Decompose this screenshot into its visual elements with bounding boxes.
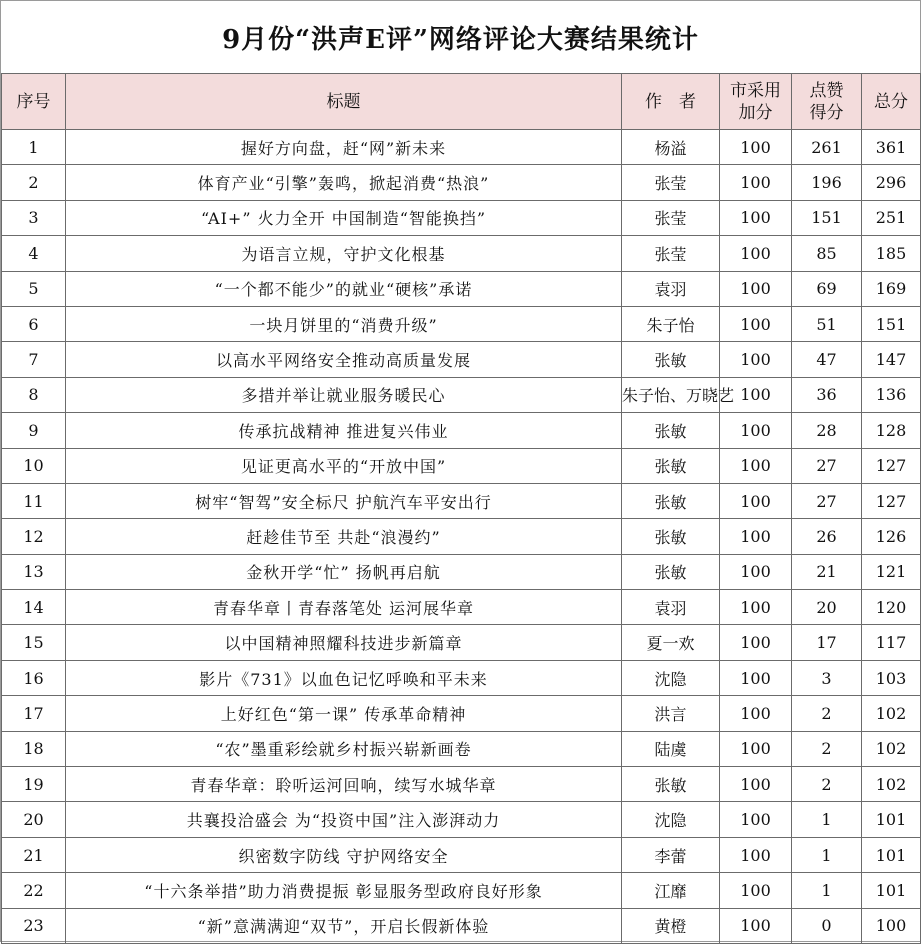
cell-index: 16	[2, 660, 66, 695]
cell-index: 6	[2, 306, 66, 341]
cell-total: 120	[862, 590, 921, 625]
cell-index: 22	[2, 873, 66, 908]
cell-index: 9	[2, 413, 66, 448]
cell-author: 张莹	[622, 236, 720, 271]
cell-city-bonus: 100	[720, 236, 792, 271]
header-index: 序号	[2, 74, 66, 130]
cell-city-bonus: 100	[720, 837, 792, 872]
cell-city-bonus: 100	[720, 165, 792, 200]
cell-author: 张敏	[622, 554, 720, 589]
cell-city-bonus: 100	[720, 802, 792, 837]
cell-title: 共襄投洽盛会 为“投资中国”注入澎湃动力	[66, 802, 622, 837]
table-row	[2, 873, 921, 908]
cell-city-bonus: 100	[720, 873, 792, 908]
cell-total: 101	[862, 802, 921, 837]
cell-likes-score: 51	[792, 306, 862, 341]
cell-total: 126	[862, 519, 921, 554]
cell-likes-score: 69	[792, 271, 862, 306]
cell-total: 128	[862, 413, 921, 448]
cell-city-bonus: 100	[720, 448, 792, 483]
cell-author: 张莹	[622, 165, 720, 200]
table-row	[2, 625, 921, 660]
cell-total: 151	[862, 306, 921, 341]
table-row	[2, 200, 921, 235]
cell-total: 147	[862, 342, 921, 377]
cell-index: 3	[2, 200, 66, 235]
cell-title: 以高水平网络安全推动高质量发展	[66, 342, 622, 377]
cell-city-bonus: 100	[720, 519, 792, 554]
cell-title: 传承抗战精神 推进复兴伟业	[66, 413, 622, 448]
cell-total: 121	[862, 554, 921, 589]
cell-author: 沈隐	[622, 802, 720, 837]
cell-author: 张敏	[622, 413, 720, 448]
cell-likes-score: 0	[792, 908, 862, 943]
table-row	[2, 696, 921, 731]
cell-likes-score: 36	[792, 377, 862, 412]
table-row	[2, 130, 921, 165]
cell-author: 张敏	[622, 342, 720, 377]
cell-title: 为语言立规，守护文化根基	[66, 236, 622, 271]
header-city-bonus-label: 市采用加分	[730, 80, 781, 123]
cell-total: 185	[862, 236, 921, 271]
cell-author: 张敏	[622, 483, 720, 518]
cell-author: 李蕾	[622, 837, 720, 872]
cell-total: 117	[862, 625, 921, 660]
cell-total: 136	[862, 377, 921, 412]
cell-total: 169	[862, 271, 921, 306]
cell-author: 袁羽	[622, 590, 720, 625]
cell-likes-score: 261	[792, 130, 862, 165]
cell-author: 张敏	[622, 519, 720, 554]
table-row	[2, 448, 921, 483]
table-row	[2, 519, 921, 554]
cell-title: 金秋开学“忙” 扬帆再启航	[66, 554, 622, 589]
cell-city-bonus: 100	[720, 767, 792, 802]
cell-author: 朱子怡、万晓艺	[622, 377, 720, 412]
table-row	[2, 342, 921, 377]
table-row	[2, 590, 921, 625]
cell-total: 101	[862, 837, 921, 872]
cell-total: 127	[862, 448, 921, 483]
cell-city-bonus: 100	[720, 306, 792, 341]
cell-city-bonus: 100	[720, 130, 792, 165]
cell-city-bonus: 100	[720, 554, 792, 589]
cell-title: “一个都不能少”的就业“硬核”承诺	[66, 271, 622, 306]
cell-author: 张敏	[622, 767, 720, 802]
cell-total: 251	[862, 200, 921, 235]
cell-likes-score: 2	[792, 731, 862, 766]
cell-total: 101	[862, 873, 921, 908]
cell-city-bonus: 100	[720, 590, 792, 625]
header-total: 总分	[862, 74, 921, 130]
cell-index: 2	[2, 165, 66, 200]
header-city-bonus	[720, 74, 792, 130]
cell-likes-score: 26	[792, 519, 862, 554]
page-title: 9月份“洪声E评”网络评论大赛结果统计	[1, 1, 920, 74]
cell-likes-score: 1	[792, 873, 862, 908]
cell-title: 树牢“智驾”安全标尺 护航汽车平安出行	[66, 483, 622, 518]
cell-title: “农”墨重彩绘就乡村振兴崭新画卷	[66, 731, 622, 766]
cell-author: 洪言	[622, 696, 720, 731]
cell-likes-score: 196	[792, 165, 862, 200]
cell-index: 21	[2, 837, 66, 872]
cell-index: 10	[2, 448, 66, 483]
cell-index: 8	[2, 377, 66, 412]
cell-title: 赶趁佳节至 共赴“浪漫约”	[66, 519, 622, 554]
header-title: 标题	[66, 74, 622, 130]
cell-likes-score: 3	[792, 660, 862, 695]
cell-likes-score: 27	[792, 483, 862, 518]
cell-index: 20	[2, 802, 66, 837]
cell-title: 以中国精神照耀科技进步新篇章	[66, 625, 622, 660]
header-row	[2, 74, 921, 130]
cell-total: 102	[862, 696, 921, 731]
cell-city-bonus: 100	[720, 377, 792, 412]
cell-likes-score: 47	[792, 342, 862, 377]
table-row	[2, 165, 921, 200]
cell-likes-score: 2	[792, 767, 862, 802]
cell-title: 体育产业“引擎”轰鸣，掀起消费“热浪”	[66, 165, 622, 200]
table-row	[2, 660, 921, 695]
cell-likes-score: 2	[792, 696, 862, 731]
cell-title: 影片《731》以血色记忆呼唤和平未来	[66, 660, 622, 695]
table-row	[2, 908, 921, 943]
cell-author: 沈隐	[622, 660, 720, 695]
cell-title: 一块月饼里的“消费升级”	[66, 306, 622, 341]
header-author: 作 者	[622, 74, 720, 130]
cell-title: 握好方向盘，赶“网”新未来	[66, 130, 622, 165]
cell-index: 18	[2, 731, 66, 766]
table-row	[2, 837, 921, 872]
cell-title: 上好红色“第一课” 传承革命精神	[66, 696, 622, 731]
cell-likes-score: 151	[792, 200, 862, 235]
cell-total: 102	[862, 731, 921, 766]
cell-index: 23	[2, 908, 66, 943]
cell-likes-score: 1	[792, 802, 862, 837]
table-body	[2, 130, 921, 944]
cell-total: 103	[862, 660, 921, 695]
cell-city-bonus: 100	[720, 271, 792, 306]
cell-index: 4	[2, 236, 66, 271]
cell-city-bonus: 100	[720, 413, 792, 448]
cell-index: 13	[2, 554, 66, 589]
cell-author: 夏一欢	[622, 625, 720, 660]
results-table	[1, 73, 921, 944]
cell-total: 102	[862, 767, 921, 802]
cell-index: 5	[2, 271, 66, 306]
cell-city-bonus: 100	[720, 625, 792, 660]
cell-index: 17	[2, 696, 66, 731]
cell-city-bonus: 100	[720, 200, 792, 235]
cell-title: “AI+” 火力全开 中国制造“智能换挡”	[66, 200, 622, 235]
cell-author: 江靡	[622, 873, 720, 908]
cell-city-bonus: 100	[720, 483, 792, 518]
cell-index: 15	[2, 625, 66, 660]
table-row	[2, 413, 921, 448]
cell-city-bonus: 100	[720, 660, 792, 695]
cell-total: 361	[862, 130, 921, 165]
table-row	[2, 731, 921, 766]
cell-title: 见证更高水平的“开放中国”	[66, 448, 622, 483]
cell-city-bonus: 100	[720, 342, 792, 377]
cell-author: 袁羽	[622, 271, 720, 306]
cell-author: 杨溢	[622, 130, 720, 165]
header-likes-score	[792, 74, 862, 130]
table-row	[2, 483, 921, 518]
cell-city-bonus: 100	[720, 908, 792, 943]
cell-index: 12	[2, 519, 66, 554]
table-row	[2, 377, 921, 412]
cell-index: 7	[2, 342, 66, 377]
cell-likes-score: 27	[792, 448, 862, 483]
cell-likes-score: 21	[792, 554, 862, 589]
cell-index: 11	[2, 483, 66, 518]
cell-author: 张敏	[622, 448, 720, 483]
cell-total: 100	[862, 908, 921, 943]
cell-index: 19	[2, 767, 66, 802]
table-row	[2, 802, 921, 837]
cell-likes-score: 28	[792, 413, 862, 448]
cell-total: 296	[862, 165, 921, 200]
cell-title: 青春华章丨青春落笔处 运河展华章	[66, 590, 622, 625]
cell-author: 张莹	[622, 200, 720, 235]
table-row	[2, 554, 921, 589]
table-row	[2, 767, 921, 802]
cell-title: “十六条举措”助力消费提振 彰显服务型政府良好形象	[66, 873, 622, 908]
table-row	[2, 306, 921, 341]
cell-index: 14	[2, 590, 66, 625]
cell-author: 朱子怡	[622, 306, 720, 341]
table-row	[2, 236, 921, 271]
cell-author: 陆虞	[622, 731, 720, 766]
cell-title: “新”意满满迎“双节”，开启长假新体验	[66, 908, 622, 943]
cell-likes-score: 1	[792, 837, 862, 872]
cell-title: 织密数字防线 守护网络安全	[66, 837, 622, 872]
cell-city-bonus: 100	[720, 731, 792, 766]
cell-title: 青春华章：聆听运河回响，续写水城华章	[66, 767, 622, 802]
cell-city-bonus: 100	[720, 696, 792, 731]
cell-total: 127	[862, 483, 921, 518]
cell-author: 黄橙	[622, 908, 720, 943]
cell-index: 1	[2, 130, 66, 165]
cell-likes-score: 17	[792, 625, 862, 660]
cell-title: 多措并举让就业服务暖民心	[66, 377, 622, 412]
cell-likes-score: 85	[792, 236, 862, 271]
table-row	[2, 271, 921, 306]
cell-likes-score: 20	[792, 590, 862, 625]
header-likes-score-label: 点赞得分	[809, 80, 844, 123]
